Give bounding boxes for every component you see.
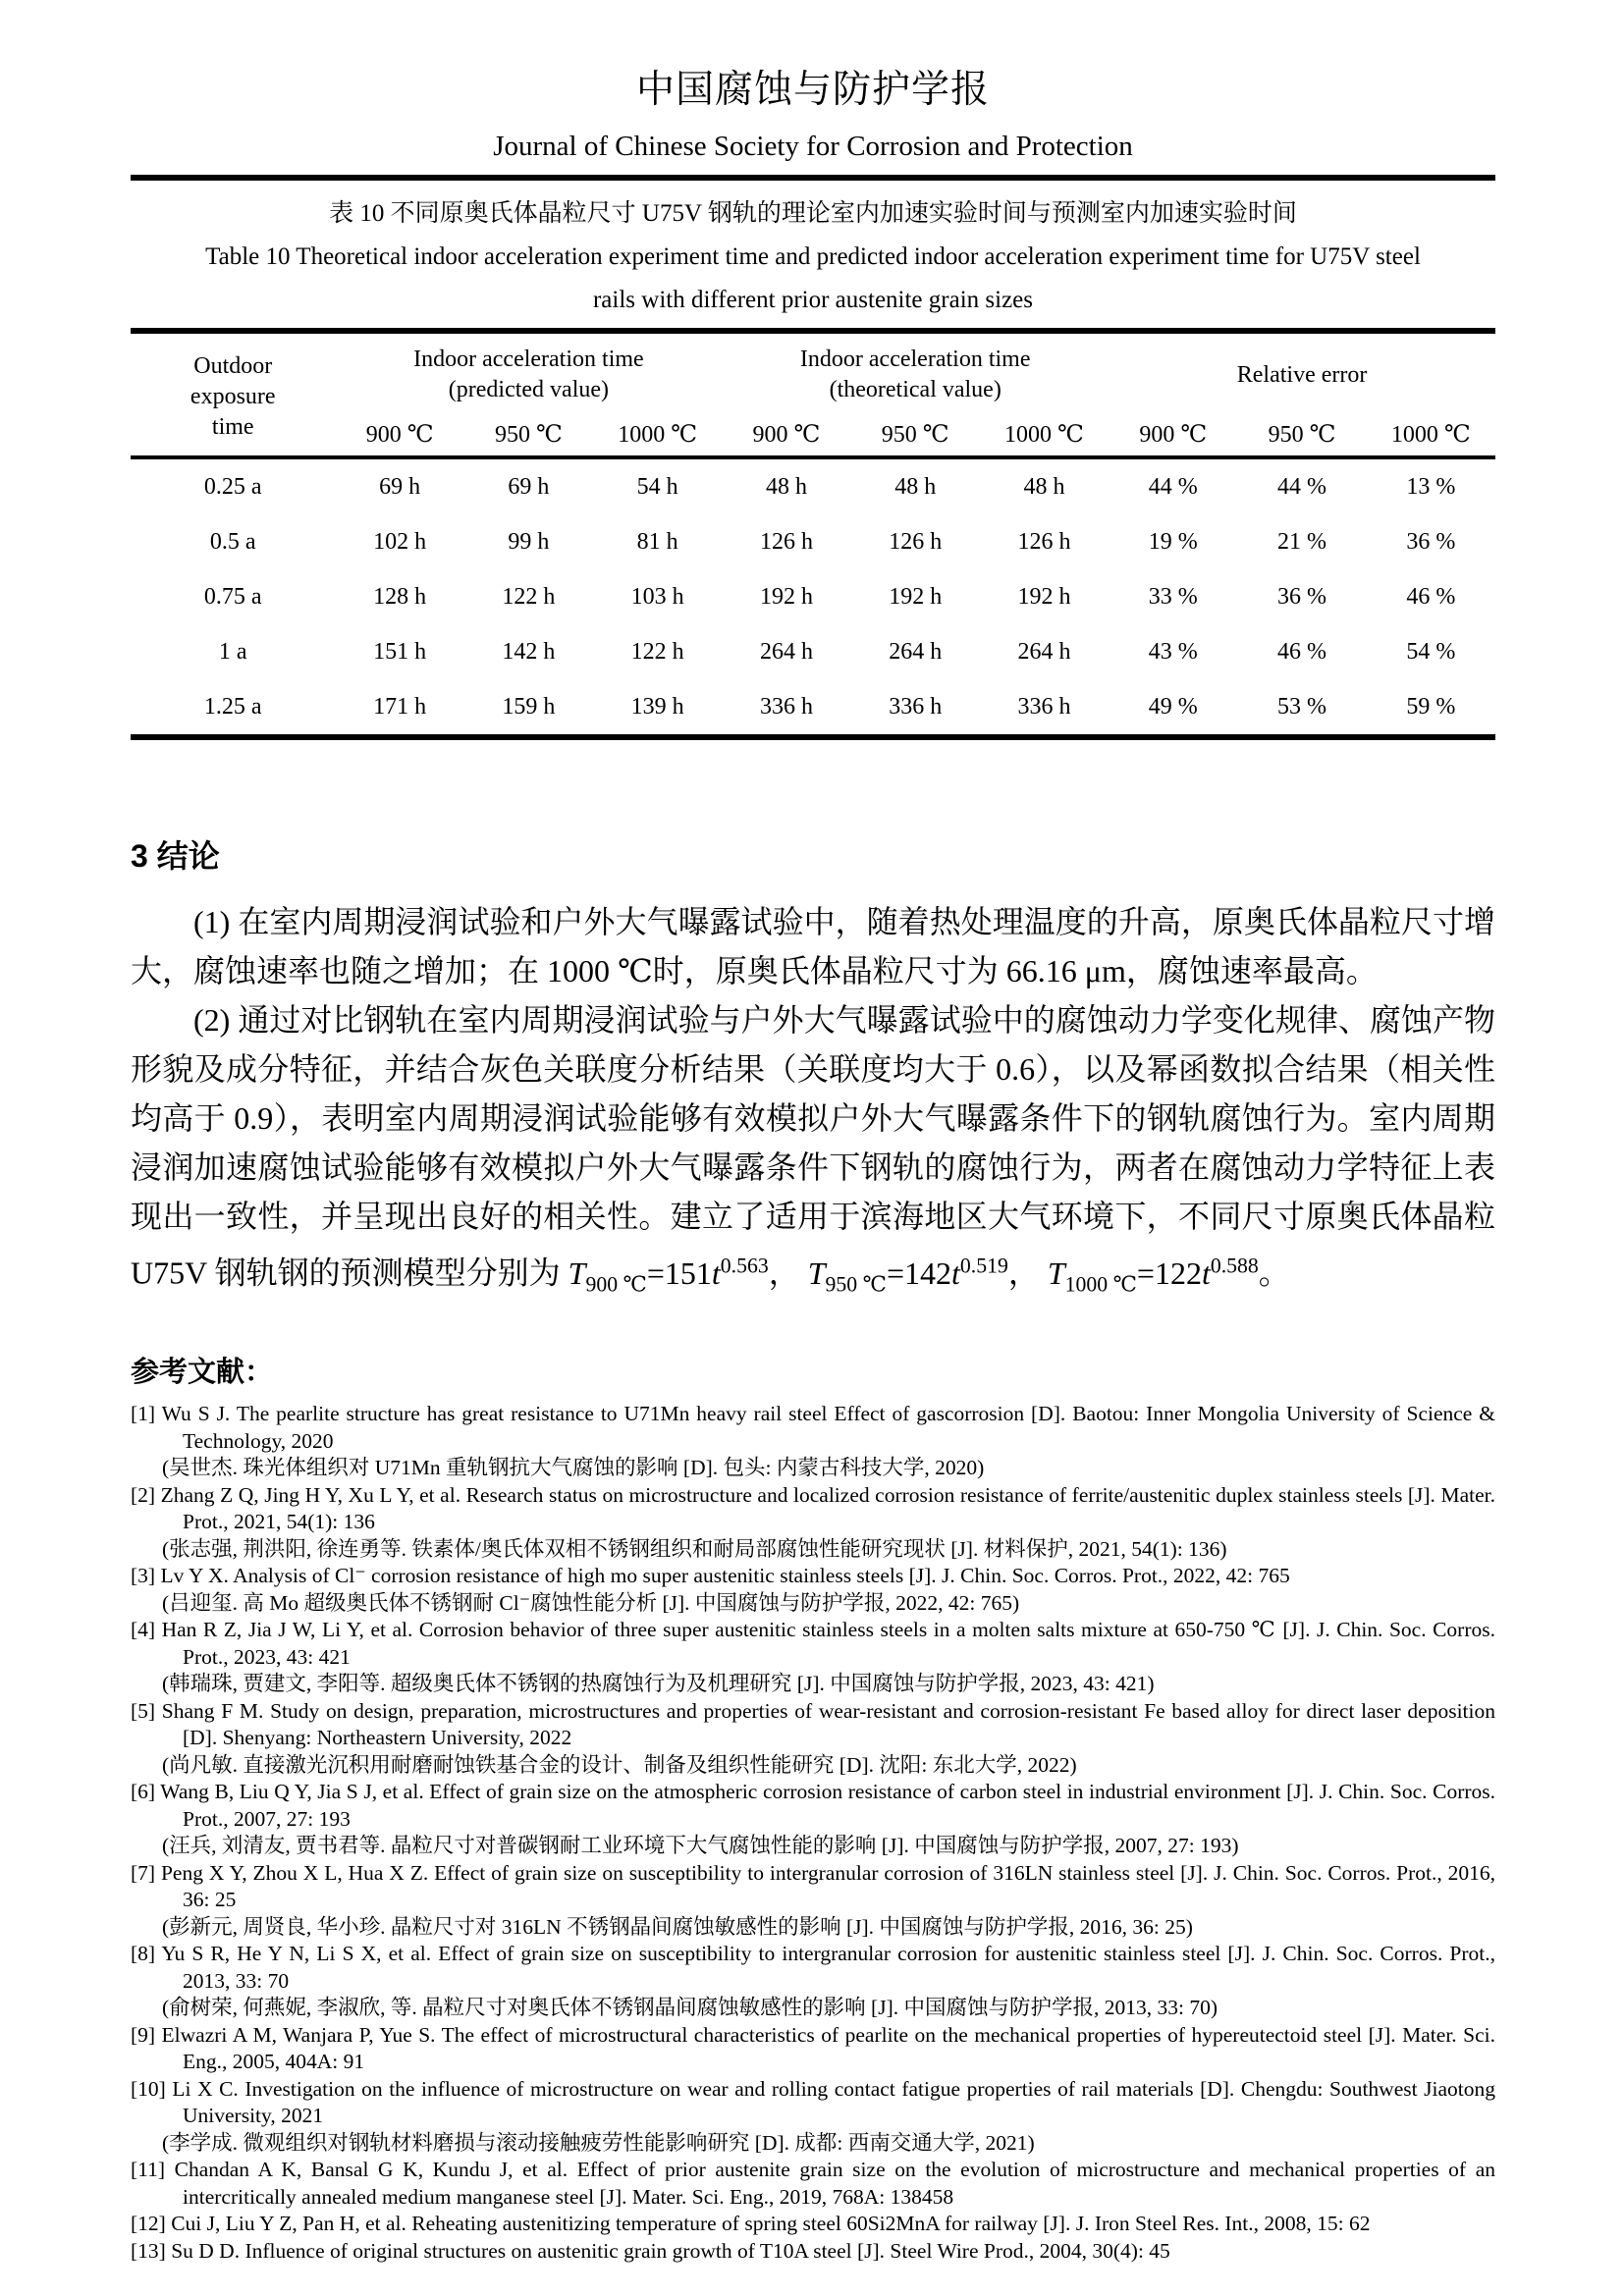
journal-title-en: Journal of Chinese Society for Corrosion and Protection <box>493 131 1133 162</box>
reference-text-zh: (彭新元, 周贤良, 华小珍. 晶粒尺寸对 316LN 不锈钢晶间腐蚀敏感性的影响 [J]. 中国腐蚀与防护学报, 2016, 36: 25) <box>162 1914 1193 1939</box>
table-cell: 21 % <box>1277 528 1326 555</box>
reference-text-en: [13] Su D D. Influence of original structures on austenitic grain growth of T10A steel [J]. Steel Wire Prod., 2004, 30(4): 45 <box>131 2238 1170 2263</box>
reference-item <box>131 2238 1495 2266</box>
table-cell: 139 h <box>630 693 684 720</box>
table-body <box>131 457 1495 737</box>
table-row <box>131 514 1495 569</box>
formula-separator: ， <box>1007 1255 1040 1291</box>
table-cell: 122 h <box>630 638 684 665</box>
table-cell: 151 h <box>373 638 427 665</box>
conclusions-heading: 3 结论 <box>131 838 220 874</box>
reference-text-en: [1] Wu S J. The pearlite structure has great resistance to U71Mn heavy rail steel Effect of gascorrosion [D]. Baotou: Inner Mongolia University of Science & Technology, 2020 <box>131 1402 1495 1453</box>
data-table <box>131 328 1495 740</box>
temp-header: 1000 ℃ <box>618 421 698 448</box>
conclusion-paragraph-2 <box>131 995 1495 1308</box>
table-cell: 59 % <box>1406 693 1456 720</box>
reference-item <box>131 1779 1495 1860</box>
table-header <box>131 331 1495 457</box>
reference-text-en: [2] Zhang Z Q, Jing H Y, Xu L Y, et al. Research status on microstructure and localized corrosion resistance of ferrite/austenitic duplex stainless steels [J]. Mater. Prot., 2021, 54(1): 136 <box>131 1482 1495 1534</box>
reference-text-zh: (尚凡敏. 直接激光沉积用耐磨耐蚀铁基合金的设计、制备及组织性能研究 [D]. 沈阳: 东北大学, 2022) <box>162 1752 1077 1777</box>
col-group-theoretical <box>722 331 1109 412</box>
predicted-group-label-line1: Indoor acceleration time <box>413 347 644 372</box>
table-cell: 1.25 a <box>203 693 262 720</box>
conclusion-paragraph-2-text: (2) 通过对比钢轨在室内周期浸润试验与户外大气曝露试验中的腐蚀动力学变化规律、腐蚀产物形貌及成分特征，并结合灰色关联度分析结果（关联度均大于 0.6），以及幂函数拟合结果（相关性均高于 0.9），表明室内周期浸润试验能够有效模拟户外大气曝露条件下的钢轨腐蚀行为。室内周期浸润加速腐蚀试验能够有效模拟户外大气曝露条件下钢轨的腐蚀行为，两者在腐蚀动力学特征上表现出一致性，并呈现出良好的相关性。建立了适用于滨海地区大气环境下，不同尺寸原奥氏体晶粒 U75V 钢轨钢的预测模型分别为 <box>131 1002 1495 1291</box>
table-cell: 264 h <box>1017 638 1071 665</box>
table-cell: 44 % <box>1148 473 1198 500</box>
page <box>131 0 1495 2265</box>
table-cell: 36 % <box>1277 583 1326 610</box>
table-cell: 122 h <box>502 583 556 610</box>
temp-header: 950 ℃ <box>881 421 949 448</box>
table-cell: 142 h <box>502 638 556 665</box>
table-cell: 171 h <box>373 693 427 720</box>
table-cell: 192 h <box>889 583 943 610</box>
reference-text-en: [4] Han R Z, Jia J W, Li Y, et al. Corrosion behavior of three super austenitic stainless steels in a molten salts mixture at 650-750 ℃ [J]. J. Chin. Soc. Corros. Prot., 2023, 43: 421 <box>131 1618 1495 1669</box>
conclusions-body <box>131 897 1495 1308</box>
table-cell: 13 % <box>1406 473 1456 500</box>
table-cell: 46 % <box>1406 583 1456 610</box>
table-cell: 33 % <box>1148 583 1198 610</box>
reference-text-zh: (李学成. 微观组织对钢轨材料磨损与滚动接触疲劳性能影响研究 [D]. 成都: 西南交通大学, 2021) <box>162 2130 1035 2155</box>
table-cell: 48 h <box>1023 473 1065 500</box>
reference-item <box>131 2157 1495 2211</box>
table-cell: 81 h <box>636 528 678 555</box>
outdoor-exposure-time-label: Outdoor exposure time <box>189 352 276 440</box>
table-cell: 48 h <box>894 473 937 500</box>
theoretical-group-label-line2: (theoretical value) <box>829 377 1001 402</box>
table-cell: 336 h <box>1017 693 1071 720</box>
table-cell: 53 % <box>1277 693 1326 720</box>
temp-header: 950 ℃ <box>1268 421 1336 448</box>
col-header-outdoor-exposure-time <box>131 331 336 457</box>
reference-text-zh: (汪兵, 刘清友, 贾书君等. 晶粒尺寸对普碳钢耐工业环境下大气腐蚀性能的影响 [J]. 中国腐蚀与防护学报, 2007, 27: 193) <box>162 1834 1239 1858</box>
table-row <box>131 569 1495 624</box>
table-cell: 336 h <box>759 693 813 720</box>
reference-text-en: [9] Elwazri A M, Wanjara P, Yue S. The effect of microstructural characteristics of pearlite on the mechanical properties of hypereutectoid steel [J]. Mater. Sci. Eng., 2005, 404A: 91 <box>131 2022 1495 2074</box>
reference-text-zh: (吴世杰. 珠光体组织对 U71Mn 重轨钢抗大气腐蚀的影响 [D]. 包头: 内蒙古科技大学, 2020) <box>162 1456 985 1480</box>
col-group-relative-error: Relative error <box>1236 361 1368 388</box>
header-rule <box>131 175 1495 181</box>
table-cell: 192 h <box>759 583 813 610</box>
reference-item <box>131 1617 1495 1698</box>
table-cell: 44 % <box>1277 473 1326 500</box>
temp-header: 900 ℃ <box>752 421 821 448</box>
reference-item <box>131 1941 1495 2022</box>
table-cell: 159 h <box>502 693 556 720</box>
group-header-row <box>131 331 1495 412</box>
table-cell: 54 % <box>1406 638 1456 665</box>
temp-header: 900 ℃ <box>365 421 434 448</box>
reference-text-zh: (吕迎玺. 高 Mo 超级奥氏体不锈钢耐 Cl⁻腐蚀性能分析 [J]. 中国腐蚀与防护学报, 2022, 42: 765) <box>162 1590 1020 1615</box>
table-cell: 43 % <box>1148 638 1198 665</box>
temp-header: 950 ℃ <box>494 421 563 448</box>
reference-text-zh: (韩瑞珠, 贾建文, 李阳等. 超级奥氏体不锈钢的热腐蚀行为及机理研究 [J]. 中国腐蚀与防护学报, 2023, 43: 421) <box>162 1672 1155 1696</box>
table-cell: 102 h <box>373 528 427 555</box>
table-cell: 36 % <box>1406 528 1456 555</box>
journal-title-zh: 中国腐蚀与防护学报 <box>635 69 990 111</box>
table-cell: 49 % <box>1148 693 1198 720</box>
table-cell: 19 % <box>1148 528 1198 555</box>
table-cell: 192 h <box>1017 583 1071 610</box>
reference-text-en: [10] Li X C. Investigation on the influence of microstructure on wear and rolling contact fatigue properties of rail materials [D]. Chengdu: Southwest Jiaotong University, 2021 <box>131 2076 1495 2128</box>
table-cell: 128 h <box>373 583 427 610</box>
references-heading: 参考文献： <box>131 1357 274 1389</box>
table-cell: 0.5 a <box>209 528 256 555</box>
table-caption-en-line2: rails with different prior austenite grain sizes <box>592 287 1033 313</box>
formula-separator: ， <box>768 1255 800 1291</box>
reference-item <box>131 1860 1495 1942</box>
reference-text-en: [12] Cui J, Liu Y Z, Pan H, et al. Reheating austenitizing temperature of spring steel 60Si2MnA for railway [J]. J. Iron Steel Res. Int., 2008, 15: 62 <box>131 2212 1371 2236</box>
table-row <box>131 679 1495 737</box>
reference-text-en: [8] Yu S R, He Y N, Li S X, et al. Effect of grain size on susceptibility to intergranular corrosion for austenitic stainless steel [J]. J. Chin. Soc. Corros. Prot., 2013, 33: 70 <box>131 1942 1495 1993</box>
reference-text-en: [5] Shang F M. Study on design, preparation, microstructures and properties of wear-resistant and corrosion-resistant Fe based alloy for direct laser deposition [D]. Shenyang: Northeastern University, 2022 <box>131 1698 1495 1750</box>
table-cell: 0.25 a <box>203 473 262 500</box>
table-cell: 99 h <box>508 528 550 555</box>
formula-separator: 。 <box>1258 1255 1290 1291</box>
reference-item <box>131 2076 1495 2158</box>
prediction-formula-900: $T_{900 ℃}=151t^{0.563}$ <box>568 1254 769 1297</box>
temp-header: 1000 ℃ <box>1004 421 1084 448</box>
table-cell: 336 h <box>889 693 943 720</box>
conclusion-paragraph-1: (1) 在室内周期浸润试验和户外大气曝露试验中，随着热处理温度的升高，原奥氏体晶粒尺寸增大，腐蚀速率也随之增加；在 1000 ℃时，原奥氏体晶粒尺寸为 66.16 μm，腐蚀速率最高。 <box>131 904 1495 988</box>
table-cell: 46 % <box>1277 638 1326 665</box>
table-cell: 103 h <box>630 583 684 610</box>
theoretical-group-label-line1: Indoor acceleration time <box>799 347 1031 372</box>
table-cell: 264 h <box>759 638 813 665</box>
table-cell: 126 h <box>759 528 813 555</box>
temp-header: 900 ℃ <box>1139 421 1208 448</box>
reference-item <box>131 1401 1495 1482</box>
table-cell: 0.75 a <box>203 583 262 610</box>
reference-item <box>131 1563 1495 1617</box>
reference-text-zh: (张志强, 荆洪阳, 徐连勇等. 铁素体/奥氏体双相不锈钢组织和耐局部腐蚀性能研究现状 [J]. 材料保护, 2021, 54(1): 136) <box>162 1536 1227 1561</box>
table-cell: 264 h <box>889 638 943 665</box>
table-row <box>131 624 1495 679</box>
predicted-group-label-line2: (predicted value) <box>448 377 610 402</box>
reference-text-en: [3] Lv Y X. Analysis of Cl⁻ corrosion resistance of high mo super austenitic stainless steels [J]. J. Chin. Soc. Corros. Prot., 2022, 42: 765 <box>131 1564 1290 1588</box>
prediction-formula-1000: $T_{1000 ℃}=122t^{0.588}$ <box>1047 1254 1259 1297</box>
reference-text-en: [6] Wang B, Liu Q Y, Jia S J, et al. Effect of grain size on the atmospheric corrosion resistance of carbon steel in industrial environment [J]. J. Chin. Soc. Corros. Prot., 2007, 27: 193 <box>131 1780 1495 1831</box>
table-caption-zh: 表 10 不同原奥氏体晶粒尺寸 U75V 钢轨的理论室内加速实验时间与预测室内加速实验时间 <box>329 200 1297 227</box>
reference-text-zh: (俞树荣, 何燕妮, 李淑欣, 等. 晶粒尺寸对奥氏体不锈钢晶间腐蚀敏感性的影响 [J]. 中国腐蚀与防护学报, 2013, 33: 70) <box>162 1996 1218 2020</box>
reference-list <box>131 1401 1495 2265</box>
col-group-predicted <box>336 331 723 412</box>
reference-item <box>131 2022 1495 2076</box>
table-cell: 69 h <box>508 473 550 500</box>
reference-item <box>131 1698 1495 1780</box>
reference-item <box>131 1482 1495 1564</box>
temperature-header-row <box>131 412 1495 457</box>
table-cell: 48 h <box>765 473 807 500</box>
table-cell: 126 h <box>889 528 943 555</box>
reference-text-en: [7] Peng X Y, Zhou X L, Hua X Z. Effect of grain size on susceptibility to intergranular corrosion of 316LN stainless steel [J]. J. Chin. Soc. Corros. Prot., 2016, 36: 25 <box>131 1860 1495 1912</box>
reference-text-en: [11] Chandan A K, Bansal G K, Kundu J, et al. Effect of prior austenite grain size on the evolution of microstructure and mechanical properties of an intercritically annealed medium manganese steel [J]. Mater. Sci. Eng., 2019, 768A: 138458 <box>131 2158 1495 2209</box>
table-cell: 126 h <box>1017 528 1071 555</box>
table-cell: 1 a <box>218 638 247 665</box>
table-cell: 54 h <box>636 473 678 500</box>
temp-header: 1000 ℃ <box>1390 421 1471 448</box>
prediction-formula-950: $T_{950 ℃}=142t^{0.519}$ <box>807 1254 1008 1297</box>
table-cell: 69 h <box>379 473 421 500</box>
reference-item <box>131 2211 1495 2238</box>
table-row <box>131 457 1495 514</box>
table-caption-en-line1: Table 10 Theoretical indoor acceleration experiment time and predicted indoor acceleration experiment time for U75V steel <box>205 243 1421 270</box>
